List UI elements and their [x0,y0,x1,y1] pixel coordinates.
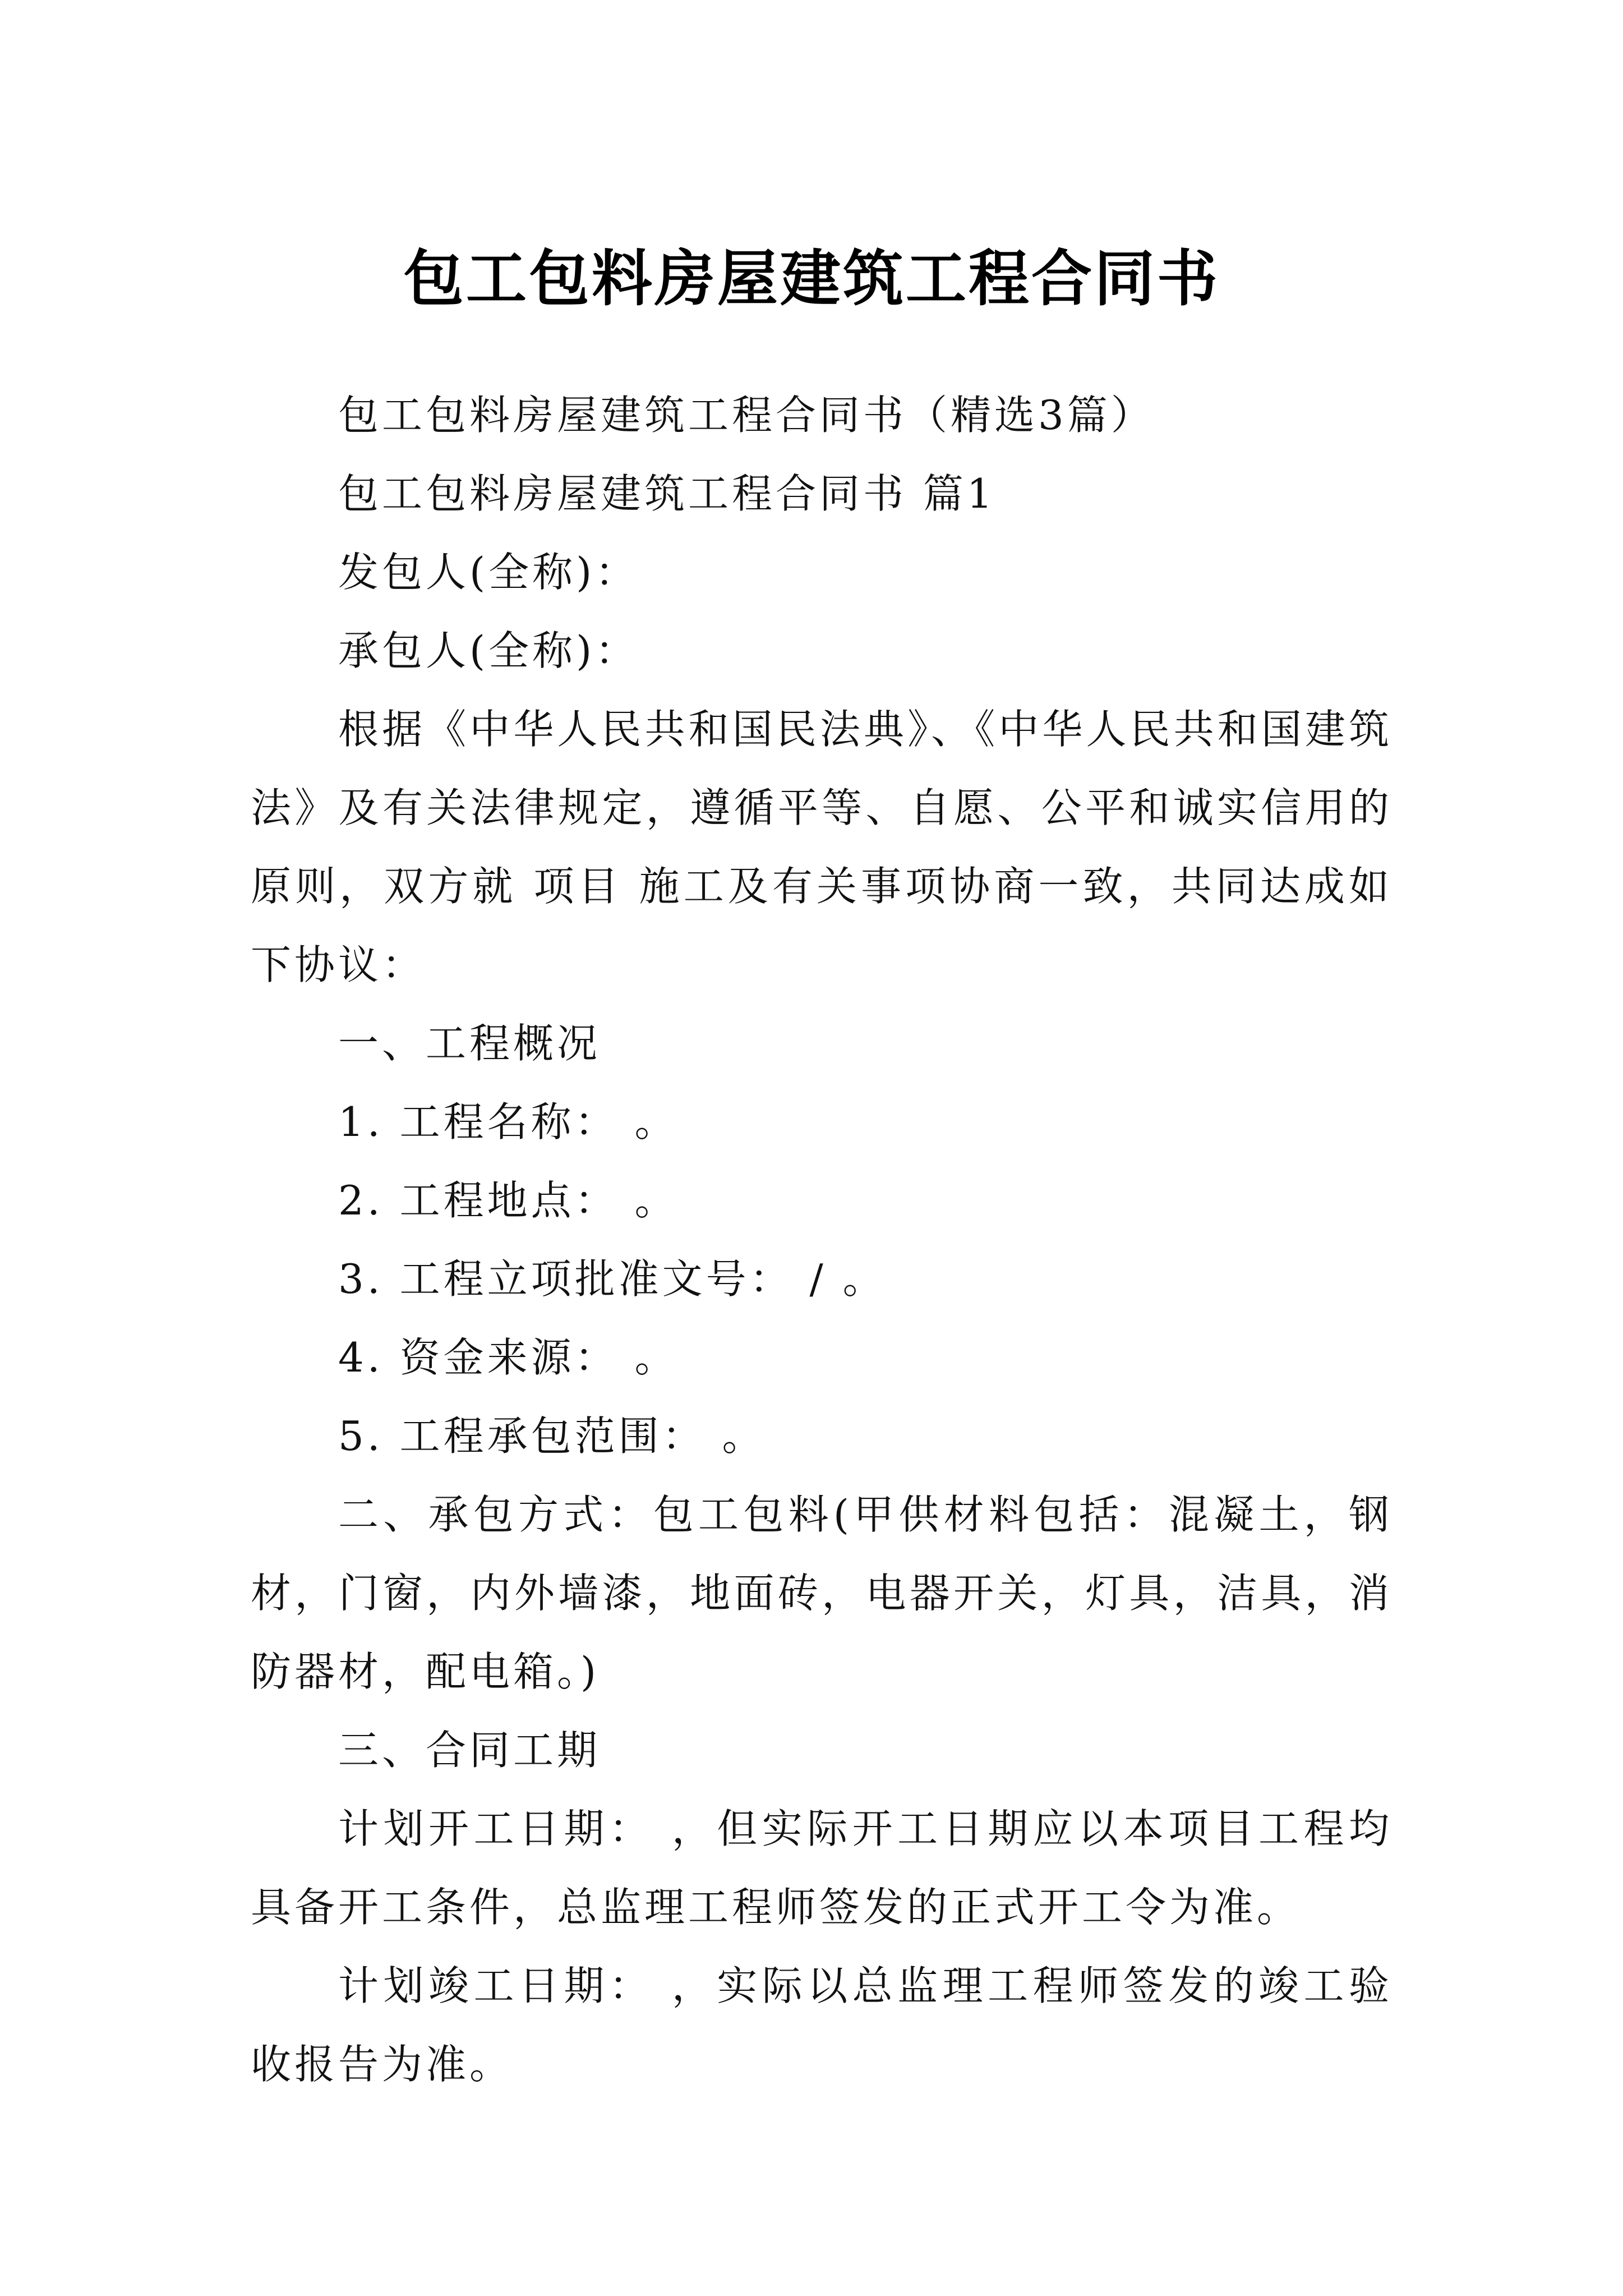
paragraph-preamble: 根据《中华人民共和国民法典》、《中华人民共和国建筑法》及有关法律规定，遵循平等、自愿、公平和诚实信用的原则，双方就 项目 施工及有关事项协商一致，共同达成如下协议： [251,706,1393,988]
paragraph-project-name: 1. 工程名称： 。 [338,1098,679,1145]
paragraph-contract-scope: 5. 工程承包范围： 。 [338,1412,766,1460]
document-title: 包工包料房屋建筑工程合同书 [403,243,1220,315]
paragraph-employer: 发包人(全称)： [338,549,639,596]
paragraph-heading-overview: 一、工程概况 [338,1020,601,1067]
paragraph-contract-method: 二、承包方式：包工包料(甲供材料包括：混凝土，钢材，门窗，内外墙漆，地面砖，电器开关，灯具，洁具，消防器材，配电箱。) [251,1491,1393,1695]
paragraph-funding-source: 4. 资金来源： 。 [338,1334,679,1381]
document-body [251,376,1393,2104]
paragraph-start-date: 计划开工日期： ，但实际开工日期应以本项目工程均具备开工条件，总监理工程师签发的正式开工令为准。 [251,1805,1393,1931]
paragraph-subtitle: 包工包料房屋建筑工程合同书（精选3篇） [338,392,1155,439]
paragraph-section-heading: 包工包料房屋建筑工程合同书 篇1 [338,470,996,517]
paragraph-project-location: 2. 工程地点： 。 [338,1177,679,1224]
paragraph-completion-date: 计划竣工日期： ，实际以总监理工程师签发的竣工验收报告为准。 [251,1962,1393,2088]
paragraph-approval-number: 3. 工程立项批准文号： / 。 [338,1255,887,1303]
paragraph-heading-duration: 三、合同工期 [338,1727,601,1774]
paragraph-contractor: 承包人(全称)： [338,627,639,674]
